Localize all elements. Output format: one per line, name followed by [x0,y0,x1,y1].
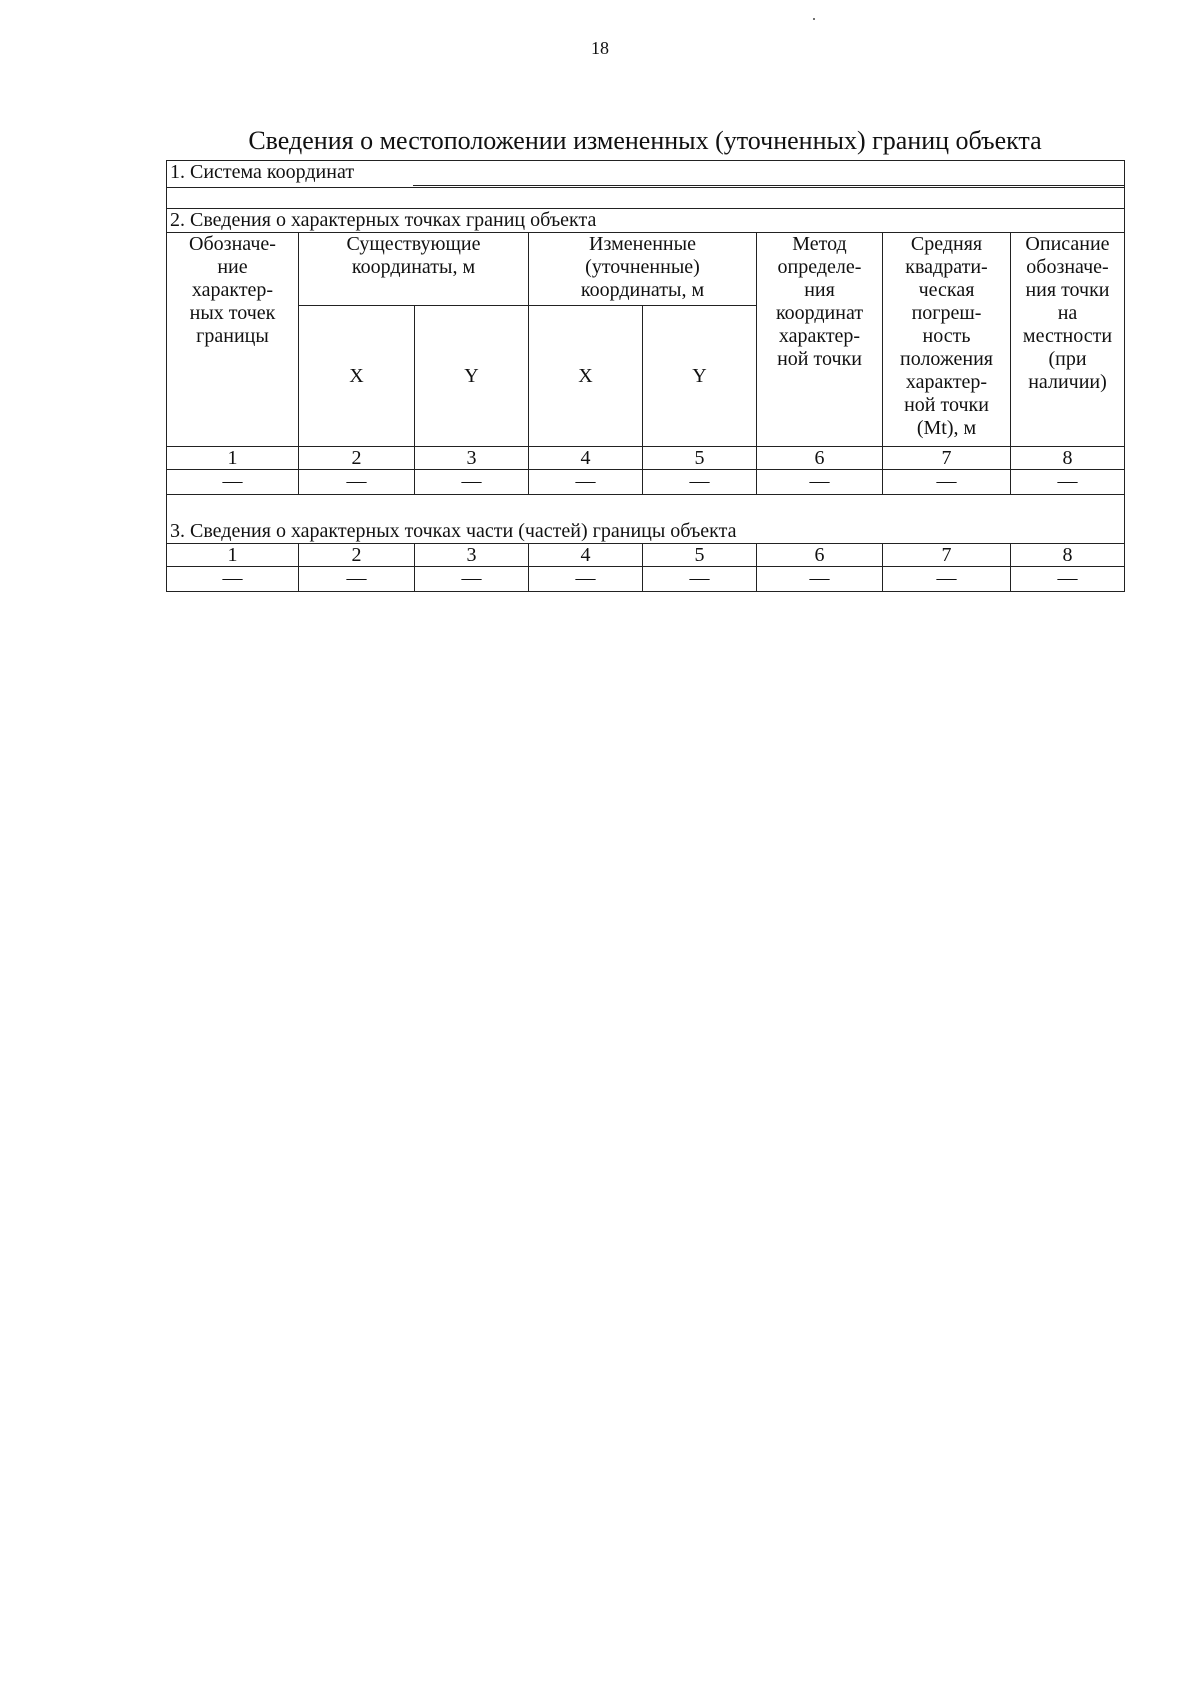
column-number: 2 [299,447,415,470]
empty-value-dash: — [299,567,415,592]
header-point-designation: Обозначе- ние характер- ных точек границы [167,233,299,447]
empty-value-dash: — [415,470,529,495]
header-existing-coordinates: Существующие координаты, м [299,233,529,306]
header-existing-y: Y [415,306,529,447]
section2-heading: 2. Сведения о характерных точках границ объекта [167,209,1125,233]
header-mean-square-error: Средняя квадрати- ческая погреш- ность положения характер- ной точки (Mt), м [883,233,1011,447]
empty-value-dash: — [1011,567,1125,592]
column-number: 4 [529,544,643,567]
column-number: 7 [883,544,1011,567]
coordinate-system-label: 1. Система координат [170,161,355,183]
column-number: 7 [883,447,1011,470]
empty-value-dash: — [167,567,299,592]
empty-value-dash: — [883,567,1011,592]
header-existing-x: X [299,306,415,447]
column-number: 6 [757,544,883,567]
empty-value-dash: — [757,567,883,592]
column-number: 8 [1011,544,1125,567]
column-number: 3 [415,544,529,567]
header-changed-x: X [529,306,643,447]
section2-column-numbers-row [167,447,1125,470]
section3-column-numbers-row [167,544,1125,567]
coordinate-system-cell [167,161,1125,188]
empty-value-dash: — [643,567,757,592]
document-title: Сведения о местоположении измененных (уточненных) границ объекта [248,126,1042,155]
empty-value-dash: — [757,470,883,495]
column-number: 3 [415,447,529,470]
scan-dot [813,18,815,20]
section3-heading [167,495,1125,544]
blank-row [167,188,1125,209]
header-changed-y: Y [643,306,757,447]
empty-value-dash: — [529,567,643,592]
empty-value-dash: — [643,470,757,495]
boundary-info-table [166,160,1125,592]
empty-value-dash: — [415,567,529,592]
blank-cell [167,188,1125,209]
header-changed-coordinates: Измененные (уточненные) координаты, м [529,233,757,306]
empty-value-dash: — [299,470,415,495]
column-number: 6 [757,447,883,470]
empty-value-dash: — [1011,470,1125,495]
section2-header-row-1 [167,233,1125,306]
column-number: 8 [1011,447,1125,470]
column-number: 4 [529,447,643,470]
column-number: 5 [643,447,757,470]
section3-heading-label: 3. Сведения о характерных точках части (частей) границы объекта [170,520,737,542]
header-method: Метод определе- ния координат характер- ной точки [757,233,883,447]
empty-value-dash: — [883,470,1011,495]
section2-data-row [167,470,1125,495]
page-number: 18 [591,38,609,58]
column-number: 1 [167,447,299,470]
section2-heading-row [167,209,1125,233]
section3-heading-row [167,495,1125,544]
empty-value-dash: — [167,470,299,495]
column-number: 5 [643,544,757,567]
column-number: 1 [167,544,299,567]
header-point-description: Описание обозначе- ния точки на местности (при наличии) [1011,233,1125,447]
column-number: 2 [299,544,415,567]
coordinate-system-row [167,161,1125,188]
coordinate-system-fill-line [413,185,1124,186]
empty-value-dash: — [529,470,643,495]
section3-data-row [167,567,1125,592]
